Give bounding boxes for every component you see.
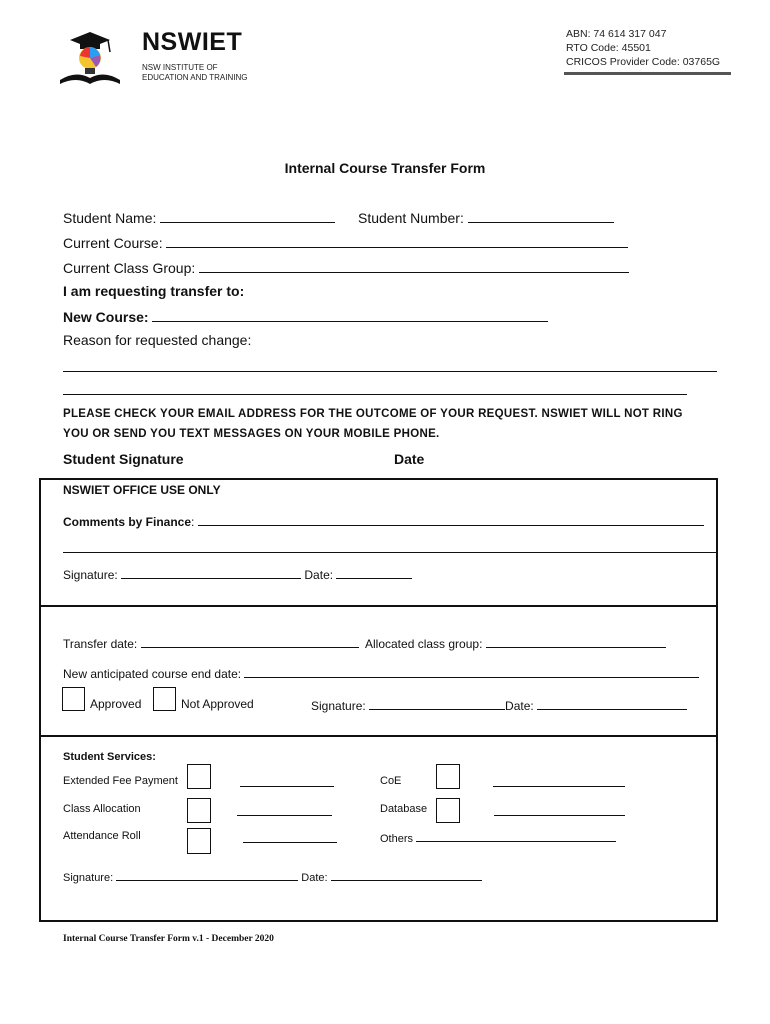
services-signature-field[interactable] <box>116 869 298 881</box>
approval-signature-field[interactable] <box>369 697 505 710</box>
extended-fee-payment-checkbox[interactable] <box>187 764 211 789</box>
not-approved-label: Not Approved <box>181 697 254 711</box>
notice-line-1: PLEASE CHECK YOUR EMAIL ADDRESS FOR THE OUTCOME OF YOUR REQUEST. NSWIET WILL NOT RING <box>63 408 683 420</box>
others-label: Others <box>380 833 414 845</box>
notice-line-2: YOU OR SEND YOU TEXT MESSAGES ON YOUR MOBILE PHONE. <box>63 428 440 440</box>
form-title: Internal Course Transfer Form <box>284 160 486 176</box>
finance-date-field[interactable] <box>336 566 412 579</box>
services-signature-label: Signature: <box>63 872 114 884</box>
student-name-label: Student Name: <box>63 210 157 226</box>
student-number-row <box>358 208 614 226</box>
cricos-code-text: CRICOS Provider Code: 03765G <box>566 56 721 68</box>
approval-date-label: Date: <box>505 699 534 713</box>
database-checkbox[interactable] <box>436 798 460 823</box>
finance-comments-label: Comments by Finance <box>63 515 192 529</box>
student-number-field[interactable] <box>468 208 614 223</box>
brand-subtitle: NSW INSTITUTE OF EDUCATION AND TRAINING <box>142 63 248 82</box>
attendance-roll-checkbox[interactable] <box>187 828 211 854</box>
allocated-class-group-label: Allocated class group: <box>365 637 483 651</box>
organisation-details <box>566 27 720 69</box>
office-use-heading: NSWIET OFFICE USE ONLY <box>63 483 221 497</box>
approval-date-field[interactable] <box>537 697 687 710</box>
section-divider-2 <box>39 735 718 737</box>
course-end-date-label: New anticipated course end date: <box>63 667 242 681</box>
rto-code-text: RTO Code: 45501 <box>566 42 651 54</box>
class-allocation-line[interactable] <box>237 815 332 816</box>
allocated-class-group-row <box>365 635 666 651</box>
database-label: Database <box>380 803 428 815</box>
finance-signature-field[interactable] <box>121 566 301 579</box>
section-divider-1 <box>39 605 718 607</box>
course-end-date-row <box>63 665 699 681</box>
current-class-group-label: Current Class Group: <box>63 260 196 276</box>
current-class-group-field[interactable] <box>199 258 629 273</box>
date-label: Date <box>394 451 425 467</box>
finance-date-label: Date: <box>304 568 334 582</box>
student-signature-label: Student Signature <box>63 451 184 467</box>
coe-label: CoE <box>380 775 402 787</box>
transfer-date-label: Transfer date: <box>63 637 138 651</box>
current-course-label: Current Course: <box>63 235 163 251</box>
services-date-field[interactable] <box>331 869 482 881</box>
form-version-footer: Internal Course Transfer Form v.1 - December 2020 <box>63 934 274 944</box>
brand-name: NSWIET <box>142 28 243 56</box>
finance-signature-label: Signature: <box>63 568 118 582</box>
current-class-group-row <box>63 258 629 276</box>
approval-signature-label: Signature: <box>311 699 366 713</box>
attendance-roll-line[interactable] <box>243 842 337 843</box>
reason-label: Reason for requested change: <box>63 332 252 348</box>
approval-signature-row <box>311 697 687 713</box>
student-name-field[interactable] <box>160 208 335 223</box>
requesting-transfer-heading: I am requesting transfer to: <box>63 283 245 299</box>
others-row <box>380 830 616 845</box>
class-allocation-checkbox[interactable] <box>187 798 211 823</box>
reason-line-2[interactable] <box>63 394 687 395</box>
new-course-row <box>63 307 548 325</box>
new-course-field[interactable] <box>152 307 548 322</box>
coe-checkbox[interactable] <box>436 764 460 789</box>
finance-comments-row <box>63 513 704 529</box>
student-name-row <box>63 208 335 226</box>
transfer-date-field[interactable] <box>141 635 359 648</box>
current-course-row <box>63 233 628 251</box>
not-approved-checkbox[interactable] <box>153 687 176 711</box>
current-course-field[interactable] <box>166 233 628 248</box>
coe-line[interactable] <box>493 786 625 787</box>
approved-checkbox[interactable] <box>62 687 85 711</box>
email-notice <box>63 404 683 444</box>
header-divider <box>564 72 731 75</box>
graduation-lightbulb-icon <box>56 24 140 88</box>
finance-comments-colon: : <box>191 515 195 529</box>
services-date-label: Date: <box>301 872 328 884</box>
approved-label: Approved <box>90 697 142 711</box>
new-course-label: New Course: <box>63 309 149 325</box>
student-services-heading: Student Services: <box>63 751 156 763</box>
others-field[interactable] <box>416 830 616 842</box>
student-number-label: Student Number: <box>358 210 464 226</box>
extended-fee-payment-label: Extended Fee Payment <box>63 775 178 787</box>
class-allocation-label: Class Allocation <box>63 803 141 815</box>
allocated-class-group-field[interactable] <box>486 635 666 648</box>
course-end-date-field[interactable] <box>244 665 699 678</box>
abn-text: ABN: 74 614 317 047 <box>566 28 667 40</box>
finance-comments-line-2[interactable] <box>63 552 718 553</box>
attendance-roll-label: Attendance Roll <box>63 830 141 842</box>
reason-line-1[interactable] <box>63 371 717 372</box>
database-line[interactable] <box>494 815 625 816</box>
finance-comments-field[interactable] <box>198 513 704 526</box>
services-signature-row <box>63 869 482 884</box>
finance-signature-row <box>63 566 412 582</box>
transfer-date-row <box>63 635 359 651</box>
extended-fee-payment-line[interactable] <box>240 786 334 787</box>
